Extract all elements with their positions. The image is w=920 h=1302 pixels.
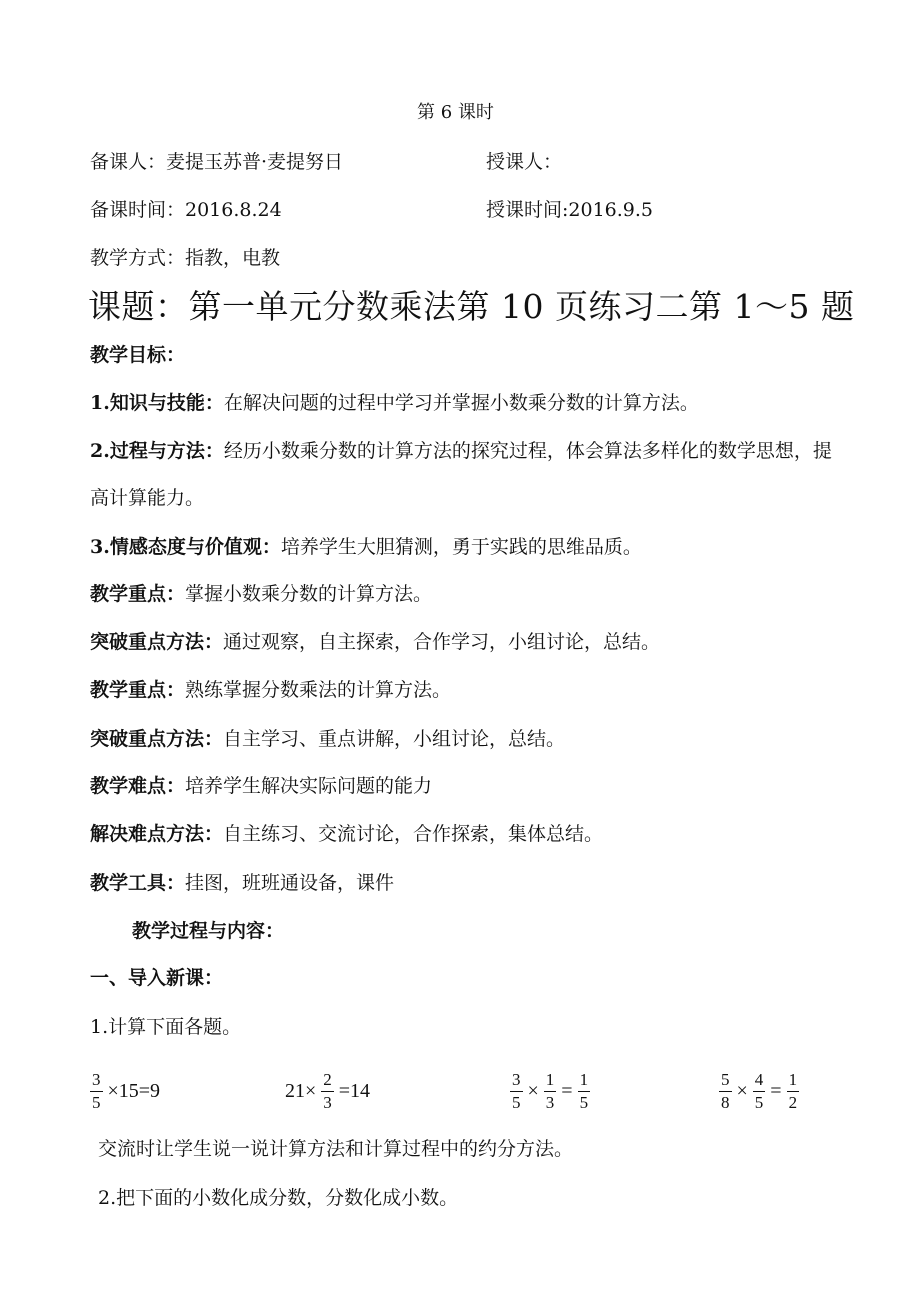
objective-text: 培养学生大胆猜测，勇于实践的思维品质。 — [280, 536, 642, 558]
point-text: 通过观察，自主探索，合作学习，小组讨论，总结。 — [223, 631, 661, 653]
discussion-note: 交流时让学生说一说计算方法和计算过程中的约分方法。 — [98, 1138, 574, 1160]
point-row — [90, 871, 394, 895]
objective-label: 3.情感态度与价值观： — [90, 536, 281, 558]
prep-time: 备课时间：2016.8.24 — [90, 199, 282, 221]
point-text: 自主学习、重点讲解，小组讨论，总结。 — [223, 728, 566, 750]
point-row — [90, 822, 603, 846]
point-text: 熟练掌握分数乘法的计算方法。 — [185, 679, 452, 701]
objective-3 — [90, 535, 642, 559]
equation-1 — [88, 1064, 163, 1118]
teacher: 授课人： — [486, 151, 563, 173]
point-label: 突破重点方法： — [90, 728, 224, 750]
objective-text: 在解决问题的过程中学习并掌握小数乘分数的计算方法。 — [223, 392, 699, 414]
point-row — [90, 774, 432, 798]
equation-4 — [717, 1064, 801, 1118]
teaching-method: 教学方式：指教，电教 — [90, 247, 281, 269]
point-text: 掌握小数乘分数的计算方法。 — [185, 583, 433, 605]
point-label: 教学重点： — [90, 679, 186, 701]
equation-text: ×15=9 — [107, 1079, 161, 1102]
teach-time: 授课时间:2016.9.5 — [486, 199, 654, 221]
fraction: $\frac{4}{5}$ — [754, 1069, 764, 1112]
point-label: 解决难点方法： — [90, 823, 224, 845]
equation-text: 21× — [285, 1079, 317, 1102]
lesson-topic: 课题：第一单元分数乘法第 10 页练习二第 1～5 题 — [88, 287, 855, 326]
point-label: 教学重点： — [90, 583, 186, 605]
fraction: $\frac{1}{2}$ — [788, 1069, 798, 1112]
task-2: 2.把下面的小数化成分数，分数化成小数。 — [98, 1187, 459, 1209]
fraction: $\frac{5}{8}$ — [721, 1069, 730, 1112]
point-label: 教学工具： — [90, 872, 186, 894]
times-sign: × — [736, 1079, 748, 1102]
fraction: $\frac{3}{5}$ — [92, 1069, 101, 1112]
times-sign: × — [527, 1079, 539, 1102]
equals-sign: = — [561, 1079, 573, 1102]
point-label: 教学难点： — [90, 775, 186, 797]
equation-3 — [508, 1064, 592, 1118]
fraction: $\frac{1}{3}$ — [545, 1069, 555, 1112]
objective-label: 2.过程与方法： — [90, 440, 224, 462]
point-text: 培养学生解决实际问题的能力 — [185, 775, 433, 797]
point-label: 突破重点方法： — [90, 631, 224, 653]
process-heading: 教学过程与内容： — [132, 920, 285, 942]
objective-text: 经历小数乘分数的计算方法的探究过程，体会算法多样化的数学思想，提高计算能力。 — [90, 440, 832, 509]
objectives-heading: 教学目标： — [90, 344, 186, 366]
point-row — [90, 582, 432, 606]
equation-2 — [282, 1064, 373, 1118]
objective-2 — [90, 428, 835, 522]
point-text: 自主练习、交流讨论，合作探索，集体总结。 — [223, 823, 604, 845]
section-heading: 一、导入新课： — [90, 967, 224, 989]
point-row — [90, 727, 565, 751]
objective-label: 1.知识与技能： — [90, 392, 224, 414]
point-row — [90, 678, 451, 702]
task-1: 1.计算下面各题。 — [90, 1016, 242, 1038]
objective-1 — [90, 391, 699, 415]
fraction: $\frac{1}{5}$ — [579, 1069, 589, 1112]
lesson-number: 第 6 课时 — [417, 102, 494, 123]
equals-sign: = — [770, 1079, 782, 1102]
point-text: 挂图，班班通设备，课件 — [185, 872, 395, 894]
point-row — [90, 630, 660, 654]
fraction: $\frac{3}{5}$ — [512, 1069, 521, 1112]
fraction: $\frac{2}{3}$ — [323, 1069, 332, 1112]
preparer: 备课人：麦提玉苏普·麦提努日 — [90, 151, 344, 173]
equation-text: =14 — [338, 1079, 371, 1102]
